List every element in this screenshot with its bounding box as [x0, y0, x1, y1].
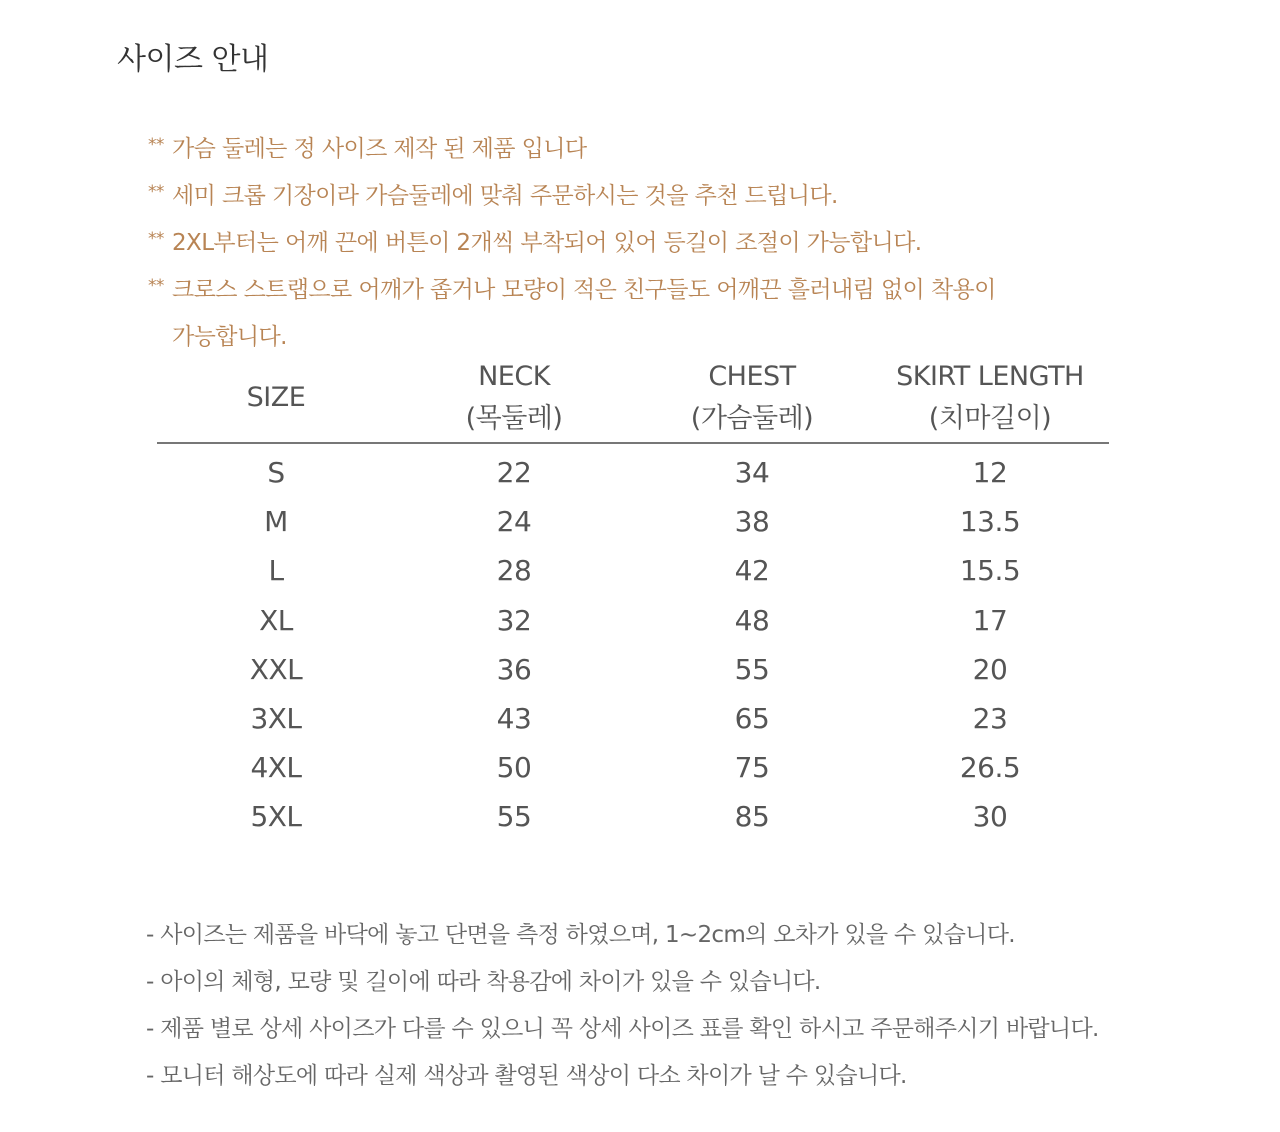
cell-neck: 43	[496, 701, 532, 735]
cell-neck: 36	[496, 652, 532, 686]
notes-list	[148, 126, 1148, 361]
cell-size: L	[268, 554, 284, 588]
header-chest	[633, 356, 871, 440]
cell-size: 4XL	[250, 751, 302, 785]
note-text: 크로스 스트랩으로 어깨가 좁거나 모량이 적은 친구들도 어깨끈 흘러내림 없이 착용이	[172, 277, 996, 303]
cell-size: XL	[259, 603, 293, 637]
cell-size: 3XL	[250, 701, 302, 735]
header-neck-label: NECK	[478, 361, 550, 392]
table-row	[157, 645, 1109, 694]
cell-neck: 22	[496, 456, 532, 489]
cell-size: S	[267, 456, 285, 489]
table-row	[157, 596, 1109, 645]
header-skirt-length	[871, 356, 1109, 440]
cell-skirt-length: 26.5	[959, 751, 1021, 785]
cell-skirt-length: 30	[972, 800, 1008, 834]
note-text-continued: 가능합니다.	[172, 324, 287, 350]
cell-skirt-length: 23	[972, 701, 1008, 735]
note-mark: **	[148, 276, 164, 296]
footer-note: - 모니터 해상도에 따라 실제 색상과 촬영된 색상이 다소 차이가 날 수 있습니다.	[146, 1063, 907, 1089]
cell-chest: 34	[734, 456, 770, 489]
cell-neck: 55	[496, 800, 532, 834]
cell-skirt-length: 20	[972, 652, 1008, 686]
note-text: 2XL부터는 어깨 끈에 버튼이 2개씩 부착되어 있어 등길이 조절이 가능합니다.	[172, 230, 922, 256]
table-row	[157, 497, 1109, 546]
table-row	[157, 448, 1109, 497]
header-size	[157, 377, 395, 419]
header-skirt-length-label: SKIRT LENGTH	[896, 361, 1084, 392]
header-chest-label: CHEST	[708, 361, 796, 392]
header-skirt-length-sublabel: (치마길이)	[928, 403, 1052, 434]
header-neck-sublabel: (목둘레)	[465, 403, 563, 434]
note-mark: **	[148, 135, 164, 155]
cell-size: 5XL	[250, 800, 302, 834]
cell-skirt-length: 13.5	[959, 505, 1021, 539]
note-item	[148, 173, 1148, 220]
cell-chest: 38	[734, 505, 770, 539]
footer-note: - 제품 별로 상세 사이즈가 다를 수 있으니 꼭 상세 사이즈 표를 확인 하시고 주문해주시기 바랍니다.	[146, 1016, 1099, 1042]
note-mark: **	[148, 229, 164, 249]
table-row	[157, 546, 1109, 595]
size-table-header	[157, 356, 1109, 444]
cell-chest: 55	[734, 652, 770, 686]
note-item	[148, 126, 1148, 173]
cell-skirt-length: 12	[972, 456, 1008, 489]
cell-skirt-length: 17	[972, 603, 1008, 637]
note-text: 가슴 둘레는 정 사이즈 제작 된 제품 입니다	[172, 136, 587, 162]
note-item	[148, 267, 1148, 361]
cell-chest: 42	[734, 554, 770, 588]
cell-chest: 85	[734, 800, 770, 834]
cell-neck: 32	[496, 603, 532, 637]
footer-note: - 사이즈는 제품을 바닥에 놓고 단면을 측정 하였으며, 1~2cm의 오차가 있을 수 있습니다.	[146, 922, 1015, 948]
note-mark: **	[148, 182, 164, 202]
header-chest-sublabel: (가슴둘레)	[690, 403, 814, 434]
cell-chest: 65	[734, 701, 770, 735]
cell-skirt-length: 15.5	[959, 554, 1021, 588]
size-table	[157, 356, 1109, 842]
note-text: 세미 크롭 기장이라 가슴둘레에 맞춰 주문하시는 것을 추천 드립니다.	[172, 183, 838, 209]
cell-chest: 48	[734, 603, 770, 637]
cell-neck: 28	[496, 554, 532, 588]
cell-neck: 50	[496, 751, 532, 785]
header-size-label: SIZE	[246, 382, 306, 413]
cell-size: XXL	[249, 652, 303, 686]
size-table-body	[157, 444, 1109, 842]
table-row	[157, 694, 1109, 743]
table-row	[157, 792, 1109, 841]
cell-size: M	[264, 505, 288, 539]
cell-neck: 24	[496, 505, 532, 539]
page-title: 사이즈 안내	[117, 42, 269, 77]
footer-note: - 아이의 체형, 모량 및 길이에 따라 착용감에 차이가 있을 수 있습니다.	[146, 969, 821, 995]
note-item	[148, 220, 1148, 267]
footer-notes	[146, 912, 1246, 1100]
cell-chest: 75	[734, 751, 770, 785]
table-row	[157, 743, 1109, 792]
header-neck	[395, 356, 633, 440]
